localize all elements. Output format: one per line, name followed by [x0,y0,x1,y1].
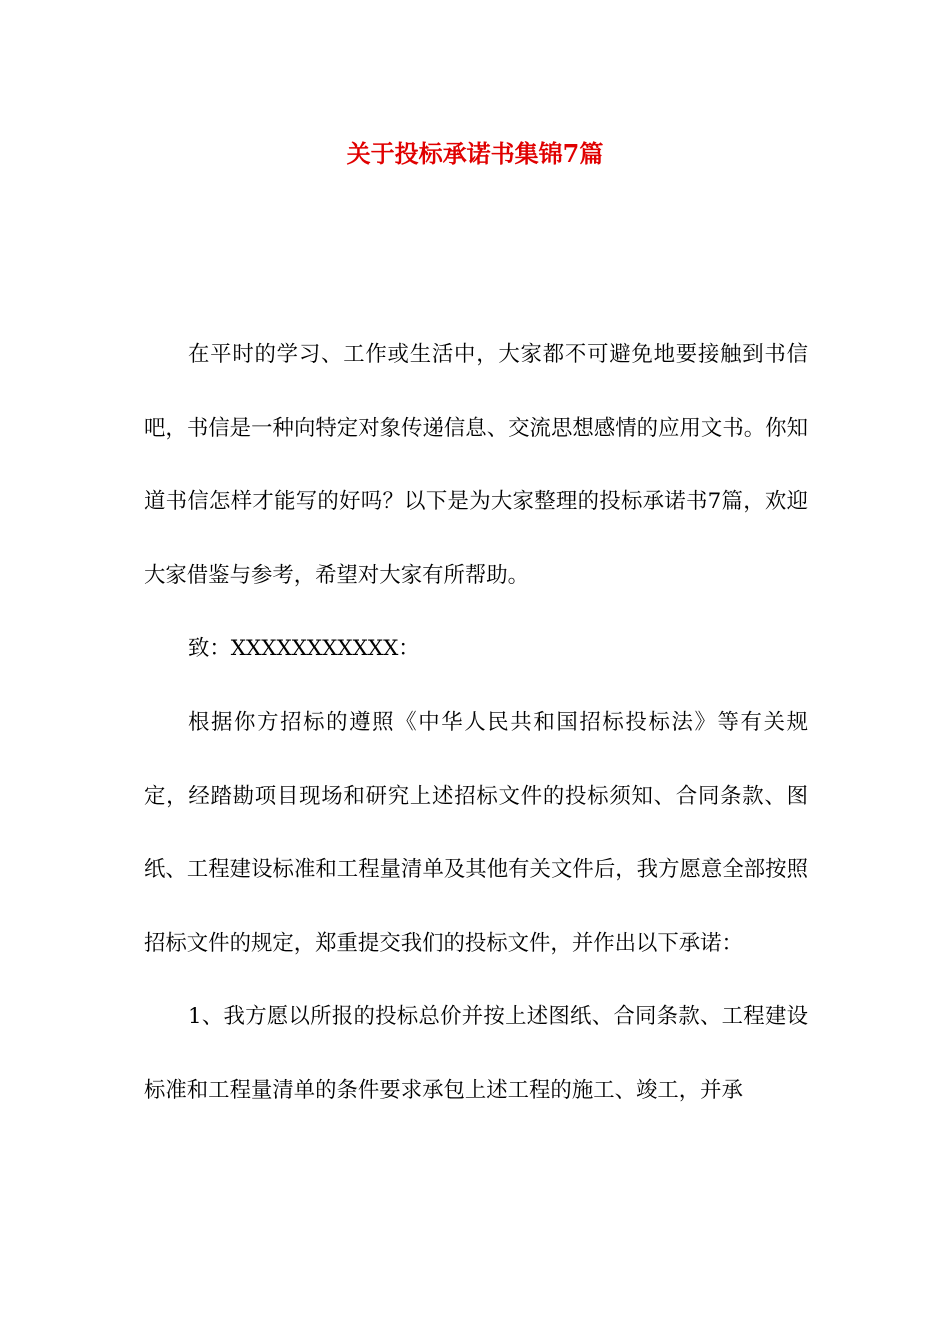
addressee-line: 致：XXXXXXXXXXX： [188,636,420,662]
intro-paragraph: 在平时的学习、工作或生活中，大家都不可避免地要接触到书信吧，书信是一种向特定对象传递信息、交流思想感情的应用文书。你知道书信怎样才能写的好吗？以下是为大家整理的投标承诺书7篇，欢迎大家借鉴与参考，希望对大家有所帮助。 [144,342,808,588]
document-body [144,318,808,1128]
document-title: 关于投标承诺书集锦7篇 [346,139,604,168]
commitment-item-1: 1、我方愿以所报的投标总价并按上述图纸、合同条款、工程建设标准和工程量清单的条件要求承包上述工程的施工、竣工，并承 [144,1004,808,1103]
commitment-paragraph: 根据你方招标的遵照《中华人民共和国招标投标法》等有关规定，经踏勘项目现场和研究上述招标文件的投标须知、合同条款、图纸、工程建设标准和工程量清单及其他有关文件后，我方愿意全部按照招标文件的规定，郑重提交我们的投标文件，并作出以下承诺： [144,709,808,956]
